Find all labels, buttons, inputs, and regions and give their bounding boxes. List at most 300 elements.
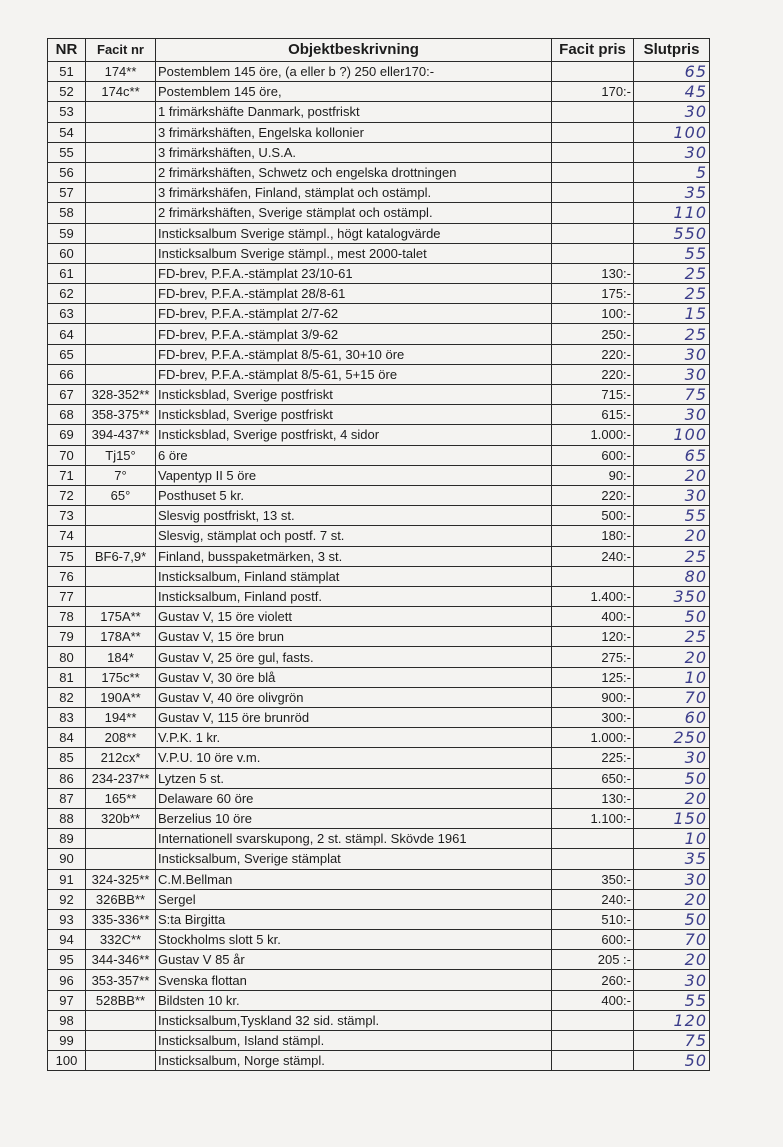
lot-number: 72 <box>48 485 86 505</box>
facit-number <box>86 162 156 182</box>
lot-number: 88 <box>48 808 86 828</box>
facit-number <box>86 243 156 263</box>
object-description: Slesvig, stämplat och postf. 7 st. <box>156 526 552 546</box>
table-row <box>48 708 710 728</box>
facit-price: 130:- <box>552 788 634 808</box>
lot-number: 73 <box>48 506 86 526</box>
lot-number: 58 <box>48 203 86 223</box>
lot-number: 76 <box>48 566 86 586</box>
final-price-handwritten: 20 <box>634 889 710 909</box>
lot-number: 70 <box>48 445 86 465</box>
lot-number: 71 <box>48 465 86 485</box>
facit-number <box>86 849 156 869</box>
object-description: 2 frimärkshäften, Schwetz och engelska drottningen <box>156 162 552 182</box>
final-price-handwritten: 25 <box>634 284 710 304</box>
final-price-handwritten: 150 <box>634 808 710 828</box>
lot-number: 65 <box>48 344 86 364</box>
table-row <box>48 788 710 808</box>
facit-number: 324-325** <box>86 869 156 889</box>
final-price-handwritten: 25 <box>634 263 710 283</box>
facit-price <box>552 1010 634 1030</box>
facit-number: 332C** <box>86 930 156 950</box>
facit-number <box>86 203 156 223</box>
table-row <box>48 506 710 526</box>
table-row <box>48 970 710 990</box>
facit-price: 1.400:- <box>552 586 634 606</box>
facit-number: 358-375** <box>86 405 156 425</box>
final-price-handwritten: 65 <box>634 445 710 465</box>
final-price-handwritten: 75 <box>634 385 710 405</box>
facit-number <box>86 284 156 304</box>
table-row <box>48 829 710 849</box>
object-description: Insticksalbum Sverige stämpl., högt katalogvärde <box>156 223 552 243</box>
table-row <box>48 808 710 828</box>
lot-number: 80 <box>48 647 86 667</box>
auction-results-table <box>47 38 710 1071</box>
object-description: FD-brev, P.F.A.-stämplat 2/7-62 <box>156 304 552 324</box>
lot-number: 93 <box>48 909 86 929</box>
final-price-handwritten: 30 <box>634 102 710 122</box>
object-description: FD-brev, P.F.A.-stämplat 8/5-61, 30+10 öre <box>156 344 552 364</box>
facit-number <box>86 1010 156 1030</box>
facit-number <box>86 122 156 142</box>
final-price-handwritten: 120 <box>634 1010 710 1030</box>
facit-price: 715:- <box>552 385 634 405</box>
facit-price: 100:- <box>552 304 634 324</box>
lot-number: 97 <box>48 990 86 1010</box>
table-row <box>48 1010 710 1030</box>
object-description: FD-brev, P.F.A.-stämplat 3/9-62 <box>156 324 552 344</box>
final-price-handwritten: 30 <box>634 485 710 505</box>
final-price-handwritten: 60 <box>634 708 710 728</box>
lot-number: 87 <box>48 788 86 808</box>
facit-number: 212cx* <box>86 748 156 768</box>
table-row <box>48 122 710 142</box>
object-description: Gustav V, 30 öre blå <box>156 667 552 687</box>
table-row <box>48 909 710 929</box>
facit-price: 180:- <box>552 526 634 546</box>
facit-number <box>86 1031 156 1051</box>
table-row <box>48 889 710 909</box>
facit-number <box>86 324 156 344</box>
final-price-handwritten: 70 <box>634 930 710 950</box>
object-description: 3 frimärkshäfen, Finland, stämplat och ostämpl. <box>156 183 552 203</box>
facit-price <box>552 203 634 223</box>
facit-number <box>86 102 156 122</box>
lot-number: 74 <box>48 526 86 546</box>
object-description: Insticksalbum Sverige stämpl., mest 2000-talet <box>156 243 552 263</box>
final-price-handwritten: 250 <box>634 728 710 748</box>
object-description: S:ta Birgitta <box>156 909 552 929</box>
facit-price: 1.000:- <box>552 728 634 748</box>
final-price-handwritten: 70 <box>634 687 710 707</box>
table-body <box>48 62 710 1071</box>
header-facit-nr: Facit nr <box>86 39 156 62</box>
lot-number: 62 <box>48 284 86 304</box>
lot-number: 81 <box>48 667 86 687</box>
object-description: 2 frimärkshäften, Sverige stämplat och ostämpl. <box>156 203 552 223</box>
object-description: Sergel <box>156 889 552 909</box>
final-price-handwritten: 25 <box>634 324 710 344</box>
lot-number: 94 <box>48 930 86 950</box>
facit-number <box>86 566 156 586</box>
facit-price: 1.100:- <box>552 808 634 828</box>
lot-number: 69 <box>48 425 86 445</box>
object-description: Gustav V, 25 öre gul, fasts. <box>156 647 552 667</box>
table-row <box>48 102 710 122</box>
facit-price <box>552 223 634 243</box>
facit-price <box>552 243 634 263</box>
facit-price: 250:- <box>552 324 634 344</box>
facit-number <box>86 344 156 364</box>
final-price-handwritten: 30 <box>634 142 710 162</box>
lot-number: 75 <box>48 546 86 566</box>
lot-number: 55 <box>48 142 86 162</box>
object-description: 3 frimärkshäften, U.S.A. <box>156 142 552 162</box>
table-row <box>48 324 710 344</box>
facit-price: 125:- <box>552 667 634 687</box>
facit-price: 205 :- <box>552 950 634 970</box>
object-description: Gustav V 85 år <box>156 950 552 970</box>
object-description: FD-brev, P.F.A.-stämplat 8/5-61, 5+15 öre <box>156 364 552 384</box>
object-description: Gustav V, 40 öre olivgrön <box>156 687 552 707</box>
object-description: FD-brev, P.F.A.-stämplat 23/10-61 <box>156 263 552 283</box>
facit-number: 178A** <box>86 627 156 647</box>
final-price-handwritten: 30 <box>634 344 710 364</box>
final-price-handwritten: 55 <box>634 506 710 526</box>
facit-price: 400:- <box>552 990 634 1010</box>
object-description: Gustav V, 15 öre violett <box>156 607 552 627</box>
final-price-handwritten: 20 <box>634 950 710 970</box>
lot-number: 83 <box>48 708 86 728</box>
table-row <box>48 687 710 707</box>
facit-number <box>86 223 156 243</box>
table-row <box>48 82 710 102</box>
final-price-handwritten: 20 <box>634 465 710 485</box>
lot-number: 91 <box>48 869 86 889</box>
final-price-handwritten: 35 <box>634 183 710 203</box>
lot-number: 68 <box>48 405 86 425</box>
final-price-handwritten: 65 <box>634 62 710 82</box>
table-row <box>48 667 710 687</box>
facit-number: 175A** <box>86 607 156 627</box>
final-price-handwritten: 30 <box>634 869 710 889</box>
facit-price: 600:- <box>552 445 634 465</box>
facit-number: 7° <box>86 465 156 485</box>
final-price-handwritten: 10 <box>634 667 710 687</box>
lot-number: 51 <box>48 62 86 82</box>
table-row <box>48 284 710 304</box>
facit-price <box>552 849 634 869</box>
table-row <box>48 546 710 566</box>
final-price-handwritten: 10 <box>634 829 710 849</box>
facit-number: 335-336** <box>86 909 156 929</box>
object-description: V.P.U. 10 öre v.m. <box>156 748 552 768</box>
facit-number <box>86 364 156 384</box>
final-price-handwritten: 15 <box>634 304 710 324</box>
table-row <box>48 304 710 324</box>
table-row <box>48 445 710 465</box>
table-row <box>48 243 710 263</box>
object-description: Gustav V, 15 öre brun <box>156 627 552 647</box>
facit-price: 90:- <box>552 465 634 485</box>
facit-price: 1.000:- <box>552 425 634 445</box>
table-row <box>48 566 710 586</box>
facit-price: 275:- <box>552 647 634 667</box>
table-row <box>48 768 710 788</box>
table-row <box>48 62 710 82</box>
final-price-handwritten: 110 <box>634 203 710 223</box>
final-price-handwritten: 35 <box>634 849 710 869</box>
facit-number: 344-346** <box>86 950 156 970</box>
object-description: Postemblem 145 öre, (a eller b ?) 250 eller170:- <box>156 62 552 82</box>
facit-number <box>86 304 156 324</box>
facit-price: 300:- <box>552 708 634 728</box>
lot-number: 99 <box>48 1031 86 1051</box>
object-description: Finland, busspaketmärken, 3 st. <box>156 546 552 566</box>
object-description: Internationell svarskupong, 2 st. stämpl. Skövde 1961 <box>156 829 552 849</box>
object-description: Bildsten 10 kr. <box>156 990 552 1010</box>
facit-number <box>86 263 156 283</box>
facit-price: 240:- <box>552 546 634 566</box>
final-price-handwritten: 80 <box>634 566 710 586</box>
table-row <box>48 869 710 889</box>
facit-price: 175:- <box>552 284 634 304</box>
lot-number: 95 <box>48 950 86 970</box>
facit-number <box>86 829 156 849</box>
facit-price <box>552 183 634 203</box>
object-description: 6 öre <box>156 445 552 465</box>
object-description: Svenska flottan <box>156 970 552 990</box>
final-price-handwritten: 50 <box>634 1051 710 1071</box>
lot-number: 98 <box>48 1010 86 1030</box>
table-row <box>48 607 710 627</box>
object-description: Berzelius 10 öre <box>156 808 552 828</box>
final-price-handwritten: 5 <box>634 162 710 182</box>
table-row <box>48 364 710 384</box>
table-row <box>48 183 710 203</box>
table-row <box>48 748 710 768</box>
facit-number: Tj15° <box>86 445 156 465</box>
final-price-handwritten: 50 <box>634 909 710 929</box>
lot-number: 79 <box>48 627 86 647</box>
final-price-handwritten: 30 <box>634 364 710 384</box>
header-nr: NR <box>48 39 86 62</box>
object-description: Insticksalbum, Finland postf. <box>156 586 552 606</box>
final-price-handwritten: 350 <box>634 586 710 606</box>
object-description: Insticksalbum, Sverige stämplat <box>156 849 552 869</box>
lot-number: 63 <box>48 304 86 324</box>
facit-number <box>86 586 156 606</box>
final-price-handwritten: 20 <box>634 647 710 667</box>
facit-price: 220:- <box>552 364 634 384</box>
facit-price: 350:- <box>552 869 634 889</box>
final-price-handwritten: 20 <box>634 788 710 808</box>
lot-number: 82 <box>48 687 86 707</box>
facit-price: 650:- <box>552 768 634 788</box>
object-description: Insticksblad, Sverige postfriskt <box>156 385 552 405</box>
final-price-handwritten: 50 <box>634 768 710 788</box>
facit-number: 190A** <box>86 687 156 707</box>
facit-price <box>552 102 634 122</box>
facit-price <box>552 1051 634 1071</box>
facit-price: 225:- <box>552 748 634 768</box>
object-description: C.M.Bellman <box>156 869 552 889</box>
object-description: FD-brev, P.F.A.-stämplat 28/8-61 <box>156 284 552 304</box>
lot-number: 77 <box>48 586 86 606</box>
table-row <box>48 1031 710 1051</box>
final-price-handwritten: 25 <box>634 627 710 647</box>
final-price-handwritten: 550 <box>634 223 710 243</box>
lot-number: 56 <box>48 162 86 182</box>
final-price-handwritten: 55 <box>634 243 710 263</box>
facit-price: 220:- <box>552 485 634 505</box>
header-row <box>48 39 710 62</box>
final-price-handwritten: 50 <box>634 607 710 627</box>
lot-number: 61 <box>48 263 86 283</box>
object-description: Vapentyp II 5 öre <box>156 465 552 485</box>
facit-number: 175c** <box>86 667 156 687</box>
lot-number: 92 <box>48 889 86 909</box>
table-row <box>48 586 710 606</box>
object-description: Gustav V, 115 öre brunröd <box>156 708 552 728</box>
facit-price <box>552 566 634 586</box>
object-description: Delaware 60 öre <box>156 788 552 808</box>
final-price-handwritten: 75 <box>634 1031 710 1051</box>
lot-number: 90 <box>48 849 86 869</box>
table-row <box>48 1051 710 1071</box>
facit-number: 353-357** <box>86 970 156 990</box>
final-price-handwritten: 30 <box>634 970 710 990</box>
facit-price: 260:- <box>552 970 634 990</box>
object-description: Stockholms slott 5 kr. <box>156 930 552 950</box>
facit-price: 170:- <box>552 82 634 102</box>
object-description: Insticksblad, Sverige postfriskt <box>156 405 552 425</box>
facit-number <box>86 506 156 526</box>
lot-number: 53 <box>48 102 86 122</box>
facit-price: 615:- <box>552 405 634 425</box>
facit-price: 600:- <box>552 930 634 950</box>
facit-price: 120:- <box>552 627 634 647</box>
table-row <box>48 223 710 243</box>
final-price-handwritten: 45 <box>634 82 710 102</box>
final-price-handwritten: 30 <box>634 405 710 425</box>
facit-price <box>552 122 634 142</box>
table-row <box>48 485 710 505</box>
facit-price <box>552 829 634 849</box>
table-row <box>48 647 710 667</box>
facit-number: 184* <box>86 647 156 667</box>
lot-number: 86 <box>48 768 86 788</box>
table-row <box>48 465 710 485</box>
object-description: 1 frimärkshäfte Danmark, postfriskt <box>156 102 552 122</box>
lot-number: 64 <box>48 324 86 344</box>
lot-number: 78 <box>48 607 86 627</box>
table-row <box>48 728 710 748</box>
table-row <box>48 142 710 162</box>
facit-number: 174c** <box>86 82 156 102</box>
facit-number: BF6-7,9* <box>86 546 156 566</box>
facit-price: 500:- <box>552 506 634 526</box>
facit-number: 394-437** <box>86 425 156 445</box>
lot-number: 57 <box>48 183 86 203</box>
table-row <box>48 930 710 950</box>
table-row <box>48 385 710 405</box>
facit-price: 240:- <box>552 889 634 909</box>
facit-number: 165** <box>86 788 156 808</box>
table-row <box>48 526 710 546</box>
facit-price <box>552 162 634 182</box>
facit-price <box>552 1031 634 1051</box>
object-description: V.P.K. 1 kr. <box>156 728 552 748</box>
object-description: 3 frimärkshäften, Engelska kollonier <box>156 122 552 142</box>
facit-number: 328-352** <box>86 385 156 405</box>
table-row <box>48 849 710 869</box>
final-price-handwritten: 100 <box>634 425 710 445</box>
lot-number: 89 <box>48 829 86 849</box>
facit-number: 174** <box>86 62 156 82</box>
facit-number: 320b** <box>86 808 156 828</box>
table-row <box>48 990 710 1010</box>
lot-number: 85 <box>48 748 86 768</box>
lot-number: 100 <box>48 1051 86 1071</box>
lot-number: 66 <box>48 364 86 384</box>
lot-number: 52 <box>48 82 86 102</box>
table-row <box>48 263 710 283</box>
facit-price: 220:- <box>552 344 634 364</box>
facit-price: 900:- <box>552 687 634 707</box>
facit-price: 510:- <box>552 909 634 929</box>
facit-number: 326BB** <box>86 889 156 909</box>
lot-number: 54 <box>48 122 86 142</box>
facit-number: 65° <box>86 485 156 505</box>
object-description: Insticksalbum, Finland stämplat <box>156 566 552 586</box>
facit-number: 194** <box>86 708 156 728</box>
header-description: Objektbeskrivning <box>156 39 552 62</box>
object-description: Posthuset 5 kr. <box>156 485 552 505</box>
lot-number: 84 <box>48 728 86 748</box>
final-price-handwritten: 30 <box>634 748 710 768</box>
table-row <box>48 344 710 364</box>
final-price-handwritten: 20 <box>634 526 710 546</box>
table-row <box>48 950 710 970</box>
table-row <box>48 405 710 425</box>
lot-number: 59 <box>48 223 86 243</box>
facit-number <box>86 1051 156 1071</box>
lot-number: 67 <box>48 385 86 405</box>
facit-number: 528BB** <box>86 990 156 1010</box>
header-slutpris: Slutpris <box>634 39 710 62</box>
object-description: Lytzen 5 st. <box>156 768 552 788</box>
object-description: Insticksalbum, Island stämpl. <box>156 1031 552 1051</box>
table-row <box>48 203 710 223</box>
facit-number <box>86 526 156 546</box>
object-description: Slesvig postfriskt, 13 st. <box>156 506 552 526</box>
table-row <box>48 425 710 445</box>
final-price-handwritten: 25 <box>634 546 710 566</box>
table-row <box>48 162 710 182</box>
table-row <box>48 627 710 647</box>
object-description: Postemblem 145 öre, <box>156 82 552 102</box>
object-description: Insticksalbum, Norge stämpl. <box>156 1051 552 1071</box>
final-price-handwritten: 55 <box>634 990 710 1010</box>
object-description: Insticksblad, Sverige postfriskt, 4 sidor <box>156 425 552 445</box>
facit-price <box>552 142 634 162</box>
facit-number: 208** <box>86 728 156 748</box>
facit-number <box>86 183 156 203</box>
facit-price <box>552 62 634 82</box>
final-price-handwritten: 100 <box>634 122 710 142</box>
